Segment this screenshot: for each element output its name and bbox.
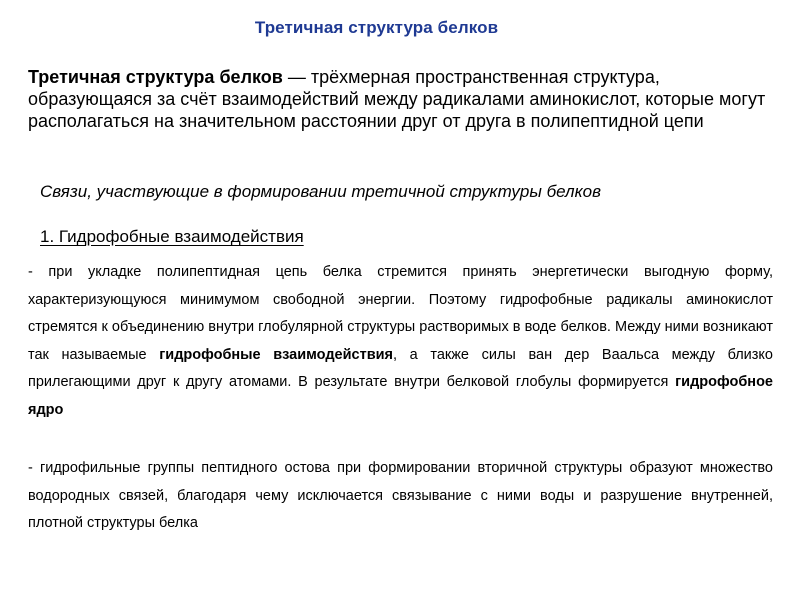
definition-paragraph <box>28 66 773 132</box>
bold-term-hydrophobic-interactions: гидрофобные взаимодействия <box>159 346 393 363</box>
slide-title: Третичная структура белков <box>254 18 499 37</box>
hydrophobic-paragraph <box>28 259 773 424</box>
definition-text: — трёхмерная пространственная структура, образующаяся за счёт взаимодействий между радикалами аминокислот, которые могут располагаться на значительном расстоянии друг от друга в полипептидной цепи <box>28 67 766 131</box>
paragraph-text: - при укладке полипептидная цепь белка стремится принять энергетически выгодную форму, характеризующуюся минимумом свободной энергии. Поэтому гидрофобные радикалы аминокислот стремятся к объединению внутри глобулярной структуры растворимых в воде белков. Между ними возникают так называемые <box>28 264 773 363</box>
section-heading-hydrophobic: 1. Гидрофобные взаимодействия <box>40 227 304 246</box>
bonds-subtitle: Связи, участвующие в формировании третичной структуры белков <box>40 182 601 201</box>
bold-term-hydrophobic-core: гидрофобное ядро <box>28 374 773 418</box>
hydrophilic-paragraph: - гидрофильные группы пептидного остова при формировании вторичной структуры образуют множество водородных связей, благодаря чему исключается связывание с ними воды и разрушение внутренней, плотной структуры белка <box>28 460 773 531</box>
paragraph-text: , а также силы ван дер Ваальса между близко прилегающими друг к другу атомами. В результате внутри белковой глобулы формируется <box>28 346 773 390</box>
definition-term: Третичная структура белков <box>28 67 283 87</box>
